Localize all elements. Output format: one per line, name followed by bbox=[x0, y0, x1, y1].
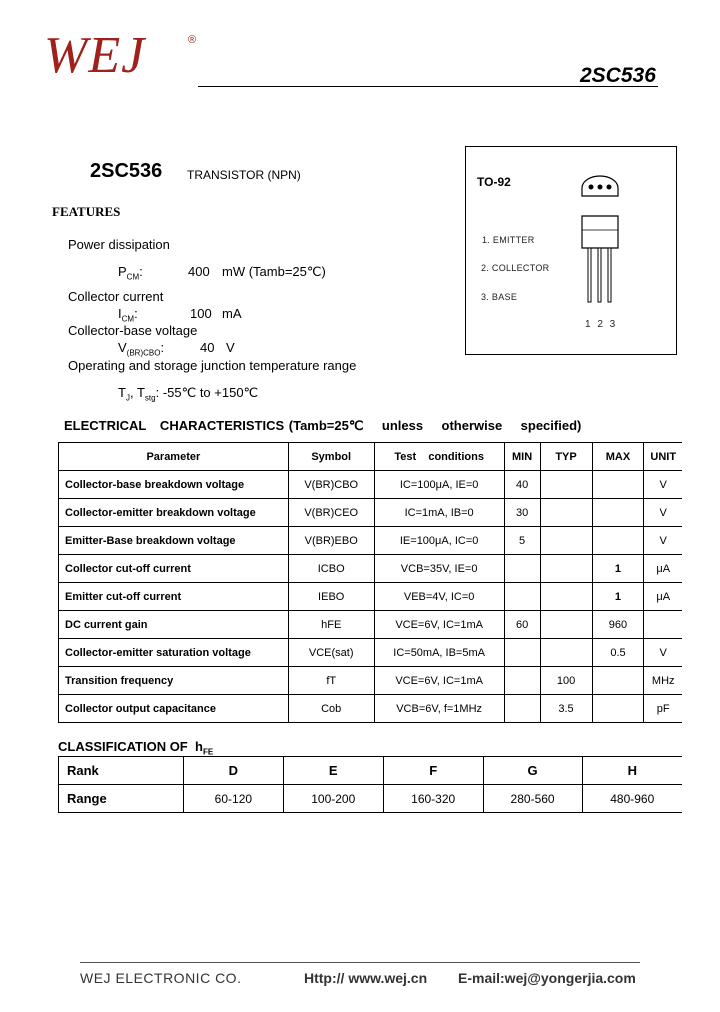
unit-cell: V bbox=[644, 639, 682, 667]
param-cell: Collector-emitter saturation voltage bbox=[59, 639, 289, 667]
param-cell: Collector-base breakdown voltage bbox=[59, 471, 289, 499]
power-dissipation-label: Power dissipation bbox=[68, 237, 170, 252]
conditions-cell: VCE=6V, IC=1mA bbox=[374, 611, 504, 639]
range-cell: 160-320 bbox=[383, 785, 483, 813]
unit-cell: V bbox=[644, 527, 682, 555]
features-heading: FEATURES bbox=[52, 204, 121, 219]
header-min: MIN bbox=[504, 443, 540, 471]
collector-current-label: Collector current bbox=[68, 289, 164, 304]
typ-cell bbox=[540, 639, 592, 667]
max-cell bbox=[592, 667, 644, 695]
unit-cell bbox=[644, 611, 682, 639]
rank-cell: F bbox=[383, 757, 483, 785]
company-logo: WEJ bbox=[44, 27, 146, 84]
typ-cell bbox=[540, 611, 592, 639]
header-max: MAX bbox=[592, 443, 644, 471]
max-cell: 960 bbox=[592, 611, 644, 639]
unit-cell: V bbox=[644, 499, 682, 527]
icm-unit: mA bbox=[222, 306, 242, 321]
table-row bbox=[59, 555, 683, 583]
pcm-symbol: $P_{CM}$: bbox=[118, 264, 143, 282]
classification-table bbox=[58, 756, 682, 813]
unit-cell: MHz bbox=[644, 667, 682, 695]
pin-numbers: 1 2 3 bbox=[585, 319, 618, 330]
header-symbol: Symbol bbox=[288, 443, 374, 471]
rank-cell: H bbox=[582, 757, 682, 785]
conditions-cell: VCB=35V, IE=0 bbox=[374, 555, 504, 583]
max-cell: 1 bbox=[592, 555, 644, 583]
table-row bbox=[59, 527, 683, 555]
table-row bbox=[59, 499, 683, 527]
header-divider bbox=[198, 86, 658, 87]
min-cell bbox=[504, 639, 540, 667]
param-cell: Collector output capacitance bbox=[59, 695, 289, 723]
param-cell: Emitter cut-off current bbox=[59, 583, 289, 611]
range-cell: 280-560 bbox=[483, 785, 582, 813]
rank-row bbox=[59, 757, 683, 785]
pin-2-label: 2. COLLECTOR bbox=[481, 263, 550, 273]
rank-cell: E bbox=[283, 757, 383, 785]
part-title: 2SC536 bbox=[90, 160, 163, 182]
temp-range-value: $T_J$, $T_{stg}$: -55℃ to +150℃ bbox=[118, 385, 259, 403]
registered-mark: ® bbox=[188, 34, 197, 46]
symbol-cell: Cob bbox=[288, 695, 374, 723]
symbol-cell: fT bbox=[288, 667, 374, 695]
range-label: Range bbox=[59, 785, 184, 813]
conditions-cell: VCE=6V, IC=1mA bbox=[374, 667, 504, 695]
symbol-cell: hFE bbox=[288, 611, 374, 639]
symbol-cell: V(BR)CEO bbox=[288, 499, 374, 527]
conditions-cell: VEB=4V, IC=0 bbox=[374, 583, 504, 611]
conditions-cell: IC=100μA, IE=0 bbox=[374, 471, 504, 499]
temp-range-label: Operating and storage junction temperature range bbox=[68, 358, 357, 373]
symbol-cell: V(BR)CBO bbox=[288, 471, 374, 499]
param-cell: Collector cut-off current bbox=[59, 555, 289, 583]
min-cell: 40 bbox=[504, 471, 540, 499]
header-parameter: Parameter bbox=[59, 443, 289, 471]
conditions-cell: IC=50mA, IB=5mA bbox=[374, 639, 504, 667]
footer-divider bbox=[80, 962, 640, 963]
param-cell: Emitter-Base breakdown voltage bbox=[59, 527, 289, 555]
footer-company: WEJ ELECTRONIC CO. bbox=[80, 970, 242, 986]
unit-cell: μA bbox=[644, 555, 682, 583]
table-header-row bbox=[59, 443, 683, 471]
header-part-number: 2SC536 bbox=[580, 64, 656, 87]
min-cell bbox=[504, 667, 540, 695]
min-cell: 5 bbox=[504, 527, 540, 555]
vcbo-unit: V bbox=[226, 340, 235, 355]
symbol-cell: IEBO bbox=[288, 583, 374, 611]
max-cell bbox=[592, 695, 644, 723]
header-typ: TYP bbox=[540, 443, 592, 471]
typ-cell bbox=[540, 583, 592, 611]
min-cell bbox=[504, 555, 540, 583]
min-cell bbox=[504, 583, 540, 611]
to92-package-icon bbox=[570, 168, 630, 308]
header-test-conditions: Test conditions bbox=[374, 443, 504, 471]
pcm-unit: mW (Tamb=25℃) bbox=[222, 264, 326, 279]
rank-cell: D bbox=[183, 757, 283, 785]
symbol-cell: VCE(sat) bbox=[288, 639, 374, 667]
conditions-cell: IE=100μA, IC=0 bbox=[374, 527, 504, 555]
max-cell bbox=[592, 471, 644, 499]
typ-cell bbox=[540, 471, 592, 499]
rank-cell: G bbox=[483, 757, 582, 785]
typ-cell bbox=[540, 499, 592, 527]
vcbo-symbol: $V_{(BR)CBO}$: bbox=[118, 340, 165, 358]
param-cell: Transition frequency bbox=[59, 667, 289, 695]
table-row bbox=[59, 471, 683, 499]
table-row bbox=[59, 695, 683, 723]
header-unit: UNIT bbox=[644, 443, 682, 471]
param-cell: DC current gain bbox=[59, 611, 289, 639]
cb-voltage-label: Collector-base voltage bbox=[68, 323, 198, 338]
part-description: TRANSISTOR (NPN) bbox=[187, 168, 301, 182]
typ-cell bbox=[540, 527, 592, 555]
table-row bbox=[59, 639, 683, 667]
typ-cell bbox=[540, 555, 592, 583]
conditions-cell: VCB=6V, f=1MHz bbox=[374, 695, 504, 723]
min-cell bbox=[504, 695, 540, 723]
range-row bbox=[59, 785, 683, 813]
conditions-cell: IC=1mA, IB=0 bbox=[374, 499, 504, 527]
max-cell: 1 bbox=[592, 583, 644, 611]
table-row bbox=[59, 667, 683, 695]
max-cell bbox=[592, 527, 644, 555]
icm-value: 100 bbox=[190, 306, 212, 321]
range-cell: 100-200 bbox=[283, 785, 383, 813]
min-cell: 30 bbox=[504, 499, 540, 527]
table-row bbox=[59, 611, 683, 639]
symbol-cell: ICBO bbox=[288, 555, 374, 583]
electrical-characteristics-title: ELECTRICAL CHARACTERISTICS (Tamb=25℃ unless otherwise specified) bbox=[64, 418, 582, 433]
param-cell: Collector-emitter breakdown voltage bbox=[59, 499, 289, 527]
vcbo-value: 40 bbox=[200, 340, 215, 355]
footer-website[interactable]: Http:// www.wej.cn bbox=[304, 970, 428, 986]
unit-cell: V bbox=[644, 471, 682, 499]
pin-1-label: 1. EMITTER bbox=[482, 235, 535, 245]
table-row bbox=[59, 583, 683, 611]
electrical-characteristics-table bbox=[58, 442, 682, 723]
min-cell: 60 bbox=[504, 611, 540, 639]
range-cell: 480-960 bbox=[582, 785, 682, 813]
pcm-value: 400 bbox=[188, 264, 210, 279]
package-name: TO-92 bbox=[477, 175, 511, 189]
symbol-cell: V(BR)EBO bbox=[288, 527, 374, 555]
typ-cell: 100 bbox=[540, 667, 592, 695]
classification-title: CLASSIFICATION OF $h_{FE}$ bbox=[58, 739, 214, 757]
unit-cell: pF bbox=[644, 695, 682, 723]
typ-cell: 3.5 bbox=[540, 695, 592, 723]
pin-3-label: 3. BASE bbox=[481, 292, 518, 302]
max-cell: 0.5 bbox=[592, 639, 644, 667]
icm-symbol: $I_{CM}$: bbox=[118, 306, 138, 324]
max-cell bbox=[592, 499, 644, 527]
unit-cell: μA bbox=[644, 583, 682, 611]
range-cell: 60-120 bbox=[183, 785, 283, 813]
footer-email[interactable]: E-mail:wej@yongerjia.com bbox=[458, 970, 636, 986]
rank-label: Rank bbox=[59, 757, 184, 785]
